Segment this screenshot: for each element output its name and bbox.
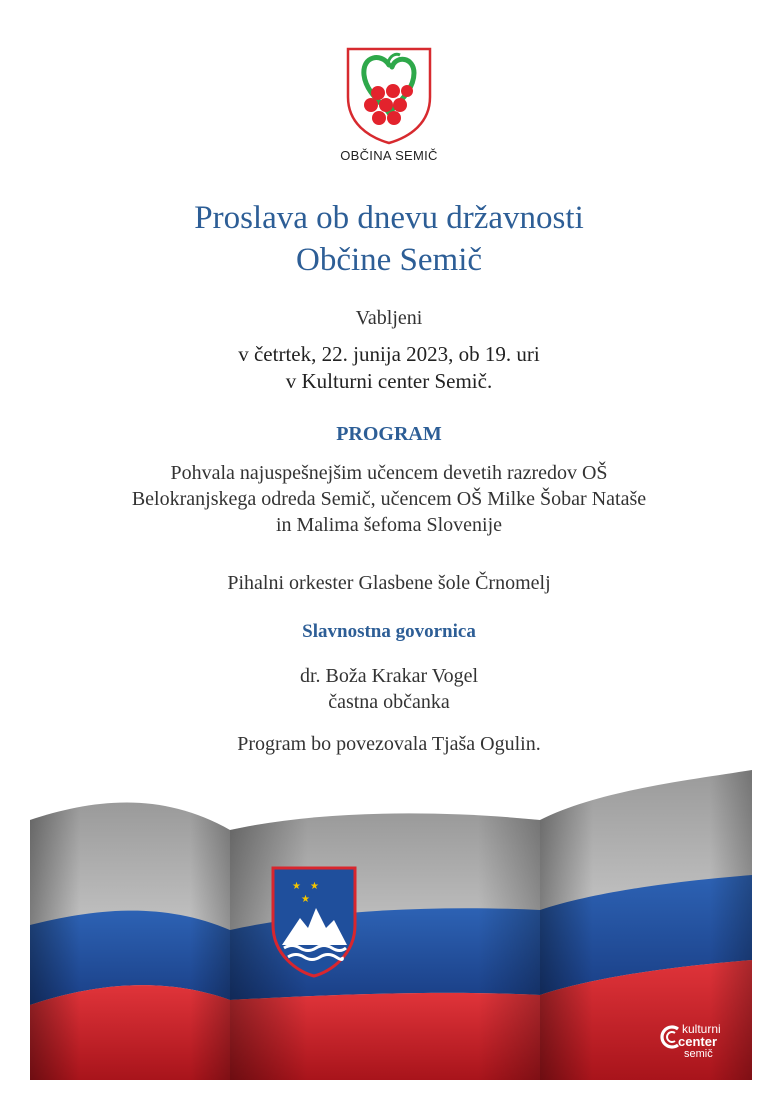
- orchestra-text: Pihalni orkester Glasbene šole Črnomelj: [227, 572, 551, 594]
- event-venue-line: v Kulturni center Semič.: [285, 369, 493, 393]
- speaker-heading: Slavnostna govornica: [302, 621, 476, 642]
- speaker-name: dr. Boža Krakar Vogel: [299, 665, 479, 687]
- program-line3: in Malima šefoma Slovenije: [275, 514, 503, 536]
- event-title-line2: Občine Semič: [295, 242, 483, 278]
- svg-text:★: ★: [310, 881, 319, 892]
- program-line2: Belokranjskega odreda Semič, učencem OŠ Milke Šobar Nataše: [131, 488, 647, 510]
- program-heading: PROGRAM: [336, 423, 442, 445]
- program-line1: Pohvala najuspešnejšim učencem devetih razredov OŠ: [170, 462, 608, 484]
- invite-text: Vabljeni: [355, 307, 423, 329]
- municipality-name: OBČINA SEMIČ: [340, 148, 438, 163]
- speaker-role: častna občanka: [328, 691, 450, 713]
- event-title-line1: Proslava ob dnevu državnosti: [194, 200, 584, 236]
- kc-logo-line1: kulturni: [682, 1022, 721, 1036]
- svg-text:★: ★: [301, 894, 310, 905]
- svg-text:★: ★: [292, 881, 301, 892]
- kulturni-center-logo: [658, 1020, 738, 1066]
- event-title: [0, 197, 778, 281]
- kc-logo-line2: center: [678, 1034, 718, 1049]
- event-datetime: [0, 341, 778, 395]
- grape-heart-crest-icon: [344, 45, 434, 145]
- kc-logo-line3: semič: [684, 1048, 713, 1060]
- speaker-info: [0, 663, 778, 715]
- host-text: Program bo povezovala Tjaša Ogulin.: [237, 733, 541, 755]
- slovenian-coat-of-arms-icon: [273, 868, 355, 976]
- event-date-line: v četrtek, 22. junija 2023, ob 19. uri: [238, 342, 540, 366]
- program-description: [0, 460, 778, 538]
